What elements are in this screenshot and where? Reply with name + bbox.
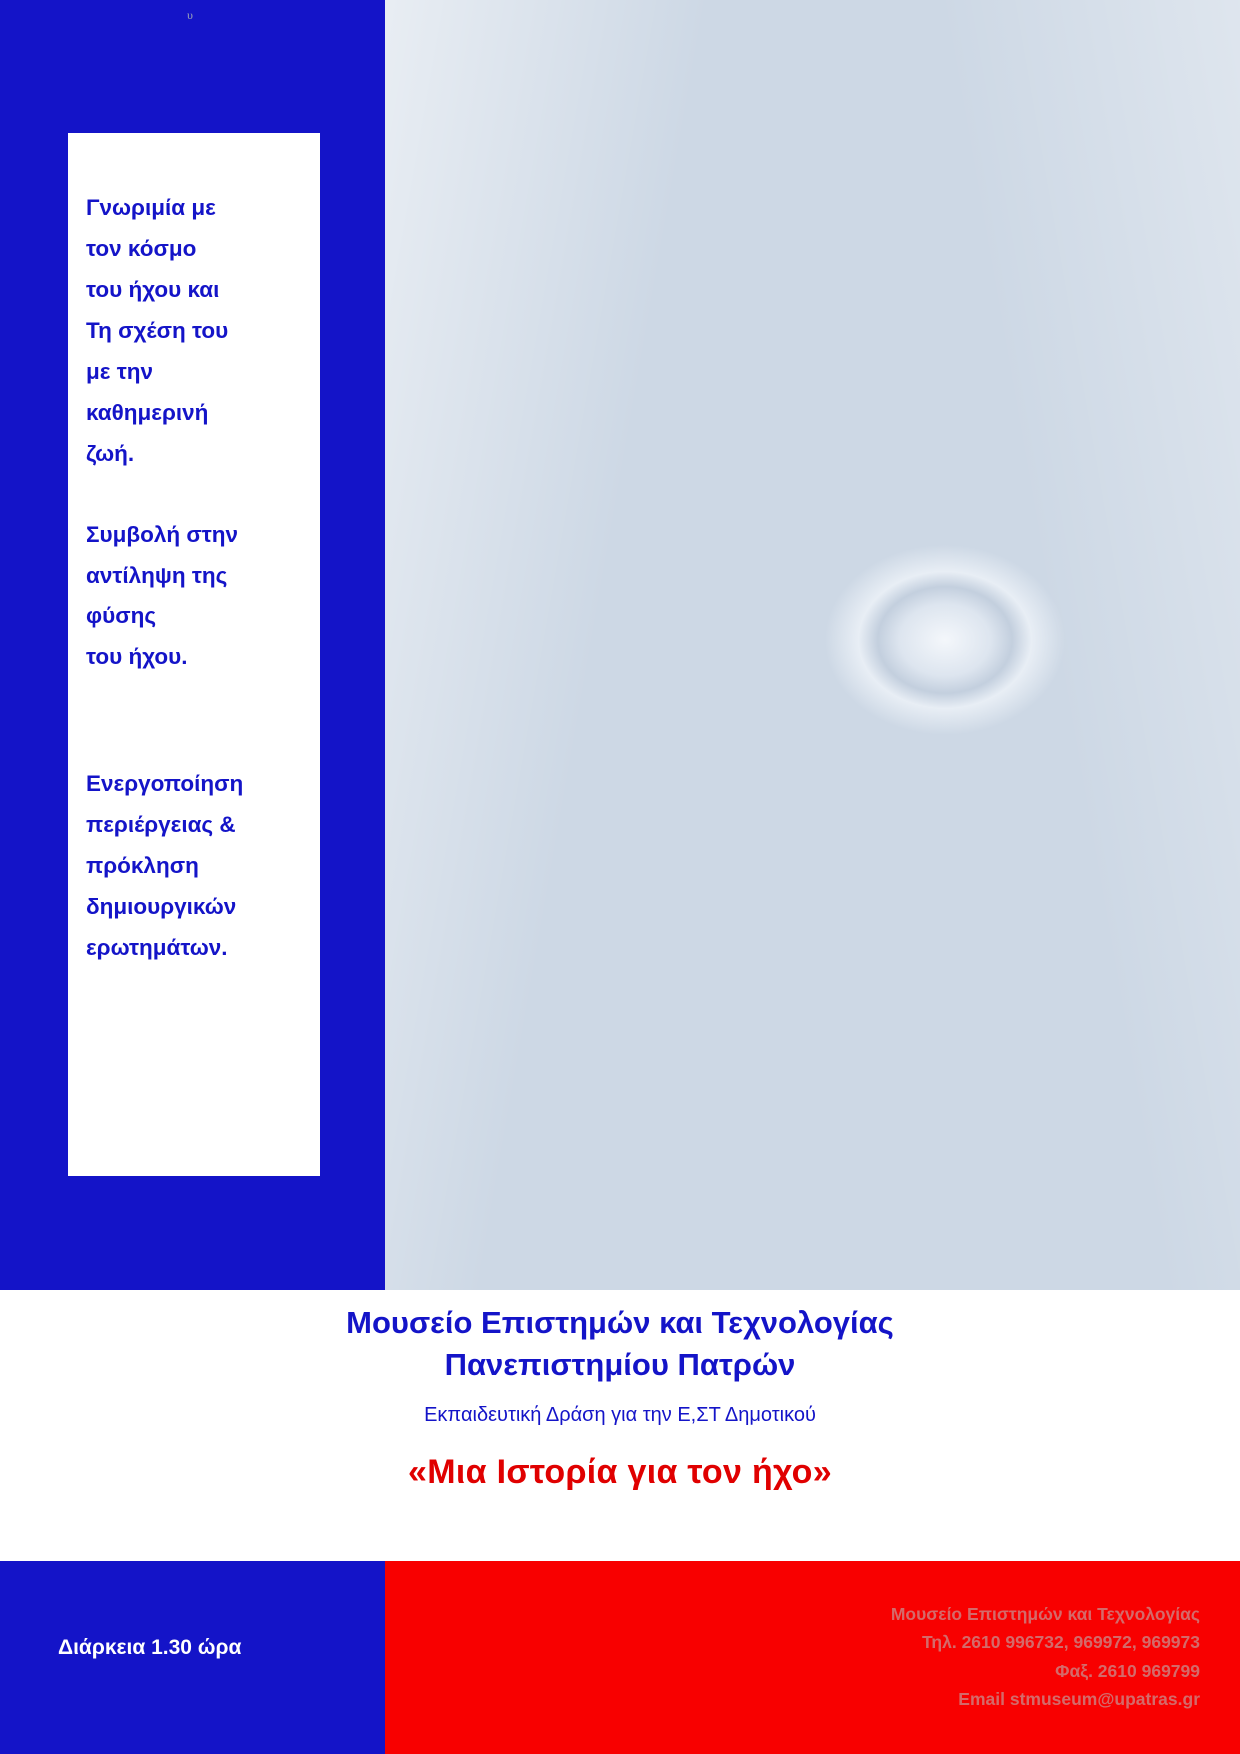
corner-mark: υ bbox=[187, 8, 193, 22]
panel-spacer-large bbox=[86, 678, 298, 764]
panel-paragraph-3 bbox=[86, 764, 298, 969]
poster-footer bbox=[0, 1561, 1240, 1754]
panel-paragraph-2 bbox=[86, 515, 298, 679]
panel-line: του ήχου και bbox=[86, 276, 220, 302]
panel-spacer bbox=[86, 475, 298, 515]
contact-email: Email stmuseum@upatras.gr bbox=[958, 1689, 1200, 1710]
title-block bbox=[0, 1290, 1240, 1561]
panel-paragraph-1 bbox=[86, 188, 298, 475]
organization-title-line1: Μουσείο Επιστημών και Τεχνολογίας bbox=[346, 1305, 894, 1340]
organization-title bbox=[0, 1290, 1240, 1386]
info-panel bbox=[68, 133, 320, 1176]
contact-info bbox=[891, 1600, 1200, 1713]
panel-line: Ενεργοποίηση bbox=[86, 771, 244, 797]
contact-fax: Φαξ. 2610 969799 bbox=[1055, 1660, 1200, 1681]
panel-line: αντίληψη της bbox=[86, 562, 228, 588]
panel-line: με την bbox=[86, 358, 153, 384]
panel-line: Τη σχέση του bbox=[86, 317, 229, 343]
panel-line: ζωή. bbox=[86, 440, 135, 466]
panel-line: περιέργειας & bbox=[86, 812, 236, 838]
contact-phone: Τηλ. 2610 996732, 969972, 969973 bbox=[922, 1632, 1200, 1653]
panel-line: Συμβολή στην bbox=[86, 521, 239, 547]
contact-organization: Μουσείο Επιστημών και Τεχνολογίας bbox=[890, 1604, 1200, 1624]
duration-label: Διάρκεια 1.30 ώρα bbox=[58, 1636, 242, 1659]
panel-line: πρόκληση bbox=[86, 853, 199, 879]
panel-line: καθημερινή bbox=[86, 399, 209, 425]
panel-line: φύσης bbox=[86, 603, 157, 629]
panel-line: τον κόσμο bbox=[86, 235, 197, 261]
panel-line: Γνωριμία με bbox=[86, 195, 216, 220]
program-subtitle: Εκπαιδευτική Δράση για την Ε,ΣΤ Δημοτικού bbox=[424, 1403, 816, 1426]
panel-line: του ήχου. bbox=[86, 644, 188, 670]
panel-line: δημιουργικών bbox=[86, 894, 237, 920]
panel-line: ερωτημάτων. bbox=[86, 935, 228, 961]
water-ripple-image bbox=[385, 0, 1240, 1290]
organization-title-line2: Πανεπιστημίου Πατρών bbox=[444, 1346, 796, 1382]
event-title: «Μια Ιστορία για τον ήχο» bbox=[408, 1452, 832, 1491]
